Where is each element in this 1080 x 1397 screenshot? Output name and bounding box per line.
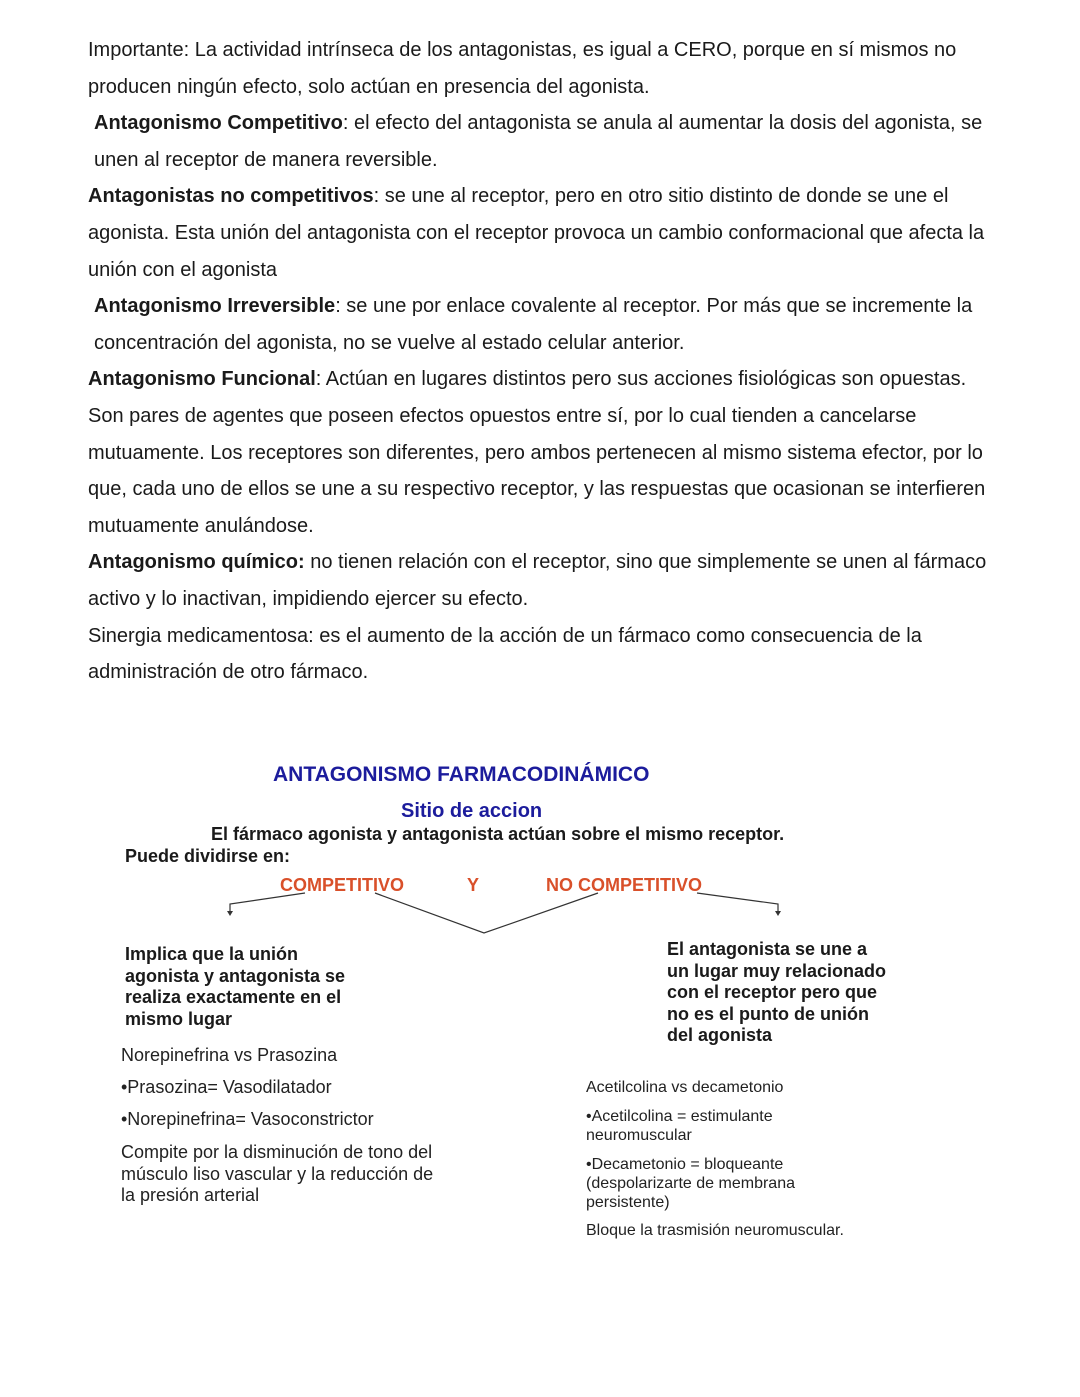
label-no-competitivo: NO COMPETITIVO xyxy=(546,875,703,895)
diagram-divide-label: Puede dividirse en: xyxy=(125,846,291,866)
competitive-example: Norepinefrina vs Prasozina xyxy=(121,1045,338,1065)
competitive-item-2: •Norepinefrina= Vasoconstrictor xyxy=(121,1109,374,1129)
paragraph-text: : se une por enlace covalente al receptor. Por más que se incremente la concentración del agonista, no se vuelve al estado celular anterior. xyxy=(94,295,973,354)
diagram-intro: El fármaco agonista y antagonista actúan sobre el mismo receptor. xyxy=(211,824,785,844)
term-heading: Antagonismo Irreversible xyxy=(94,295,336,318)
noncompetitive-item-2: •Decametonio = bloqueante (despolarizarte de membrana persistente) xyxy=(586,1156,795,1211)
paragraph-text: no tienen relación con el receptor, sino que simplemente se unen al fármaco activo y lo inactivan, impidiendo ejercer su efecto. xyxy=(88,551,987,610)
term-heading: Antagonistas no competitivos xyxy=(88,185,374,208)
paragraph-text: : el efecto del antagonista se anula al aumentar la dosis del agonista, se unen al receptor de manera reversible. xyxy=(94,112,983,171)
noncompetitive-item-1: •Acetilcolina = estimulante neuromuscular xyxy=(586,1108,773,1144)
competitive-note: Compite por la disminución de tono del músculo liso vascular y la reducción de la presión arterial xyxy=(121,1142,434,1205)
term-heading: Antagonismo Competitivo xyxy=(94,112,343,135)
noncompetitive-definition: El antagonista se une a un lugar muy relacionado con el receptor pero que no es el punto de unión del agonista xyxy=(667,939,887,1045)
paragraph-text: : Actúan en lugares distintos pero sus acciones fisiológicas son opuestas. Son pares de agentes que poseen efectos opuestos entre sí, por lo cual tienden a cancelarse mutuamente. Los receptores son diferentes, pero ambos pertenecen al mismo sistema efector, por lo que, cada uno de ellos se une a su respectivo receptor, y las respuestas que ocasionan se interfieren mutuamente anulándose. xyxy=(88,368,986,537)
noncompetitive-example: Acetilcolina vs decametonio xyxy=(586,1079,784,1096)
term-heading: Antagonismo Funcional xyxy=(88,368,316,391)
noncompetitive-note: Bloque la trasmisión neuromuscular. xyxy=(586,1222,844,1239)
arrow-right xyxy=(697,893,778,912)
paragraph-text: : se une al receptor, pero en otro sitio distinto de donde se une el agonista. Esta unión del antagonista con el receptor provoca un cambio conformacional que afecta la unión con el agonista xyxy=(88,185,985,281)
diagram-title: ANTAGONISMO FARMACODINÁMICO xyxy=(273,763,650,786)
branch-connector xyxy=(375,893,598,933)
competitive-item-1: •Prasozina= Vasodilatador xyxy=(121,1077,332,1097)
competitive-definition: Implica que la unión agonista y antagonista se realiza exactamente en el mismo lugar xyxy=(125,944,346,1029)
label-competitivo: COMPETITIVO xyxy=(280,875,405,895)
term-heading: Antagonismo químico: xyxy=(88,551,305,574)
paragraph-text: Sinergia medicamentosa: es el aumento de la acción de un fármaco como consecuencia de la administración de otro fármaco. xyxy=(88,624,922,684)
diagram-subtitle: Sitio de accion xyxy=(401,800,543,822)
label-y: Y xyxy=(467,875,480,895)
paragraph-text: Importante: La actividad intrínseca de los antagonistas, es igual a CERO, porque en sí mismos no producen ningún efecto, solo actúan en presencia del agonista. xyxy=(88,39,957,98)
